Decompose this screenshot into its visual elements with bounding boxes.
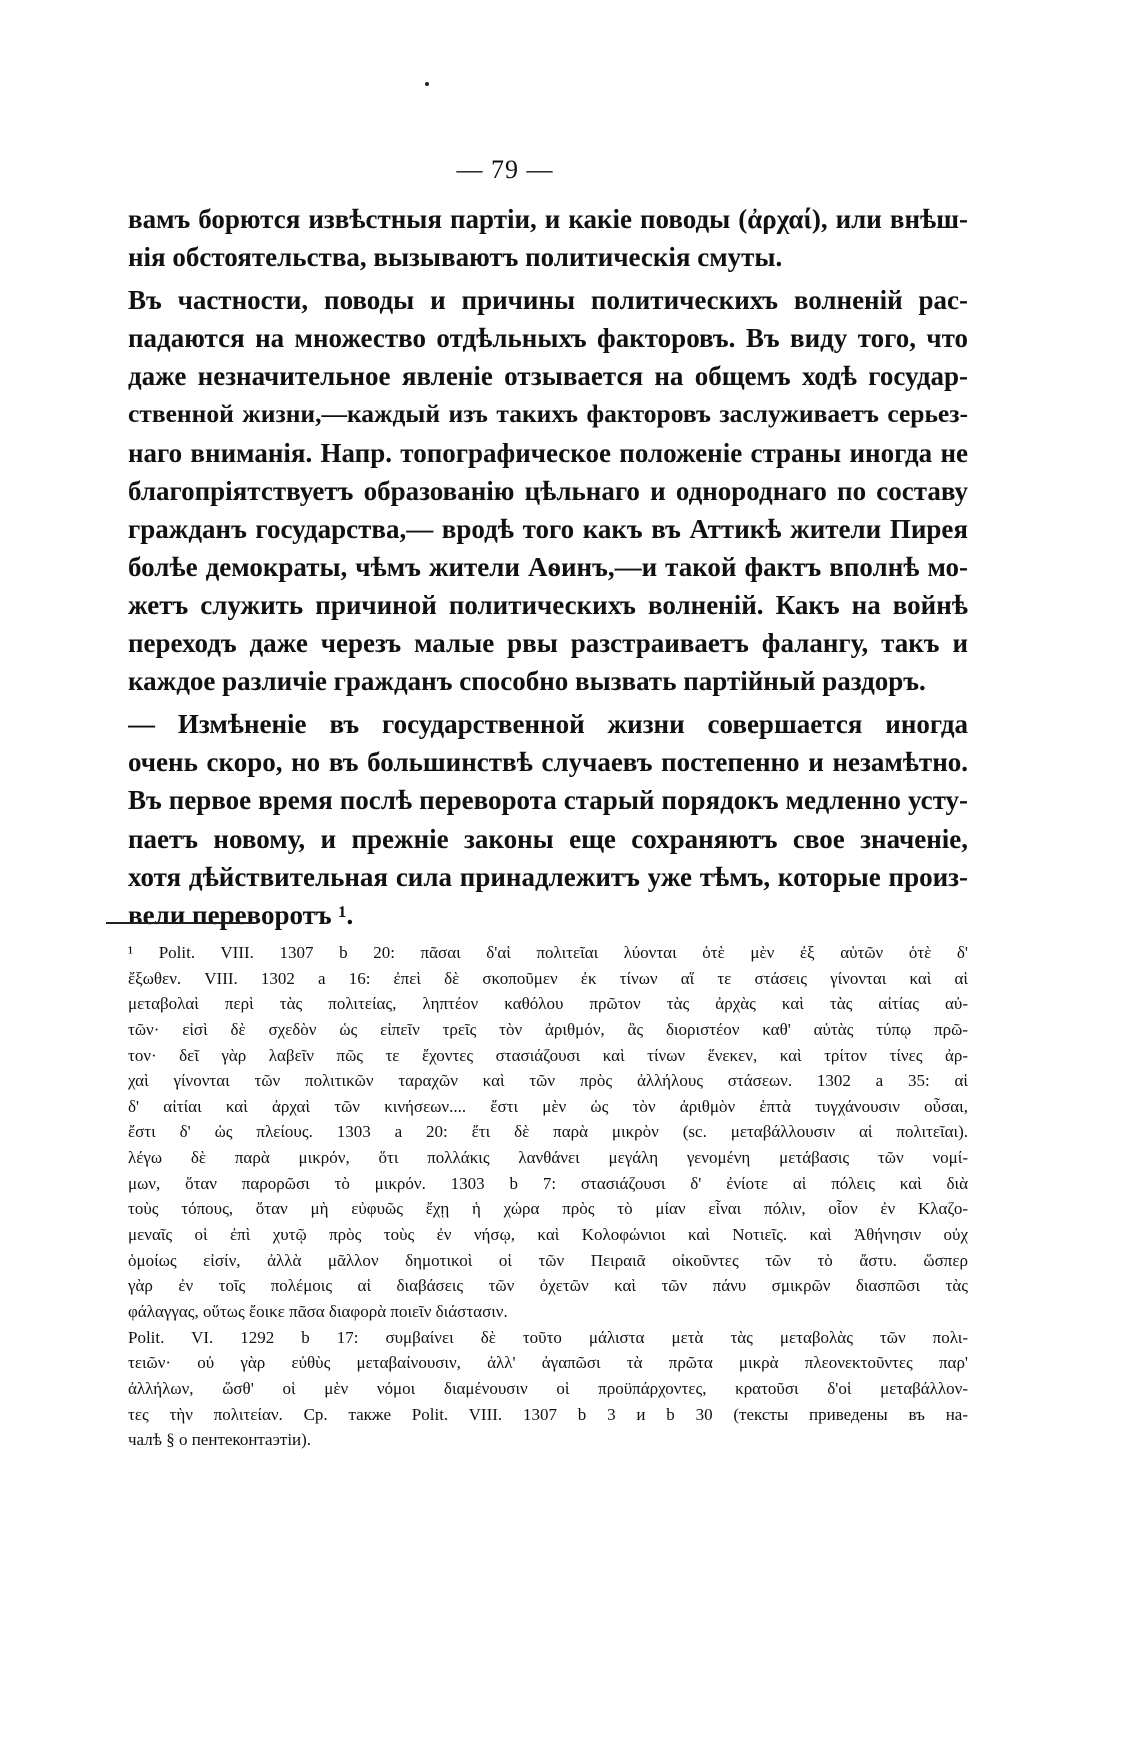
footnote-line: τον· δεῖ γὰρ λαβεῖν πῶς τε ἔχοντες στασιάζουσι καὶ τίνων ἕνεκεν, καὶ τρίτον τίνες ἀρ- — [128, 1045, 968, 1065]
footnote-line: χαὶ γίνονται τῶν πολιτικῶν ταραχῶν καὶ τῶν πρὸς ἀλλήλους στάσεων. 1302 a 35: αἱ — [128, 1071, 968, 1091]
footnote-line: ἔστι δ' ὡς πλείους. 1303 a 20: ἔτι δὲ παρὰ μικρὸν (sc. μεταβάλλουσιν αἱ πολιτεῖαι). — [128, 1122, 968, 1142]
footnote-line: ὁμοίως εἰσίν, ἀλλὰ μᾶλλον δημοτικοὶ οἱ τῶν Πειραιᾶ οἰκοῦντες τῶν τὸ ἄστυ. ὥσπερ — [128, 1250, 968, 1270]
text-line: каждое различіе гражданъ способно вызвать партійный раздоръ. — [128, 666, 926, 697]
footnote-line: μων, ὅταν παρορῶσι τὸ μικρόν. 1303 b 7: στασιάζουσι δ' ἐνίοτε αἱ πόλεις καὶ διὰ — [128, 1173, 968, 1193]
text-line: вамъ борются извѣстныя партіи, и какіе поводы (ἀρχαί), или внѣш- — [128, 204, 968, 234]
paragraph — [128, 705, 968, 934]
text-line: хотя дѣйствительная сила принадлежитъ уже тѣмъ, которые произ- — [128, 861, 968, 892]
text-line: падаются на множество отдѣльныхъ факторовъ. Въ виду того, что — [128, 323, 968, 354]
text-line: Въ частности, поводы и причины политическихъ волненій рас- — [128, 285, 968, 316]
footnote-line: φάλαγγας, οὕτως ἔοικε πᾶσα διαφορὰ ποιεῖν διάστασιν. — [128, 1301, 508, 1321]
text-line: благопріятствуетъ образованію цѣльнаго и однороднаго по составу — [128, 475, 968, 506]
footnote-line: τες τὴν πολιτείαν. Ср. также Polit. VIII. 1307 b 3 и b 30 (тексты приведены въ на- — [128, 1404, 968, 1424]
text-line: ственной жизни,—каждый изъ такихъ факторовъ заслуживаетъ серьез- — [128, 399, 968, 429]
footnote-line: λέγω δὲ παρὰ μικρόν, ὅτι πολλάκις λανθάνει μεγάλη γενομένη μετάβασις τῶν νομί- — [128, 1148, 968, 1168]
paragraph — [128, 281, 968, 700]
text-line: жетъ служить причиной политическихъ волненій. Какъ на войнѣ — [128, 589, 968, 620]
footnote-line: τειῶν· οὐ γὰρ εὐθὺς μεταβαίνουσιν, ἀλλ' ἀγαπῶσι τὰ πρῶτα μικρὰ πλεονεκτοῦντες παρ' — [128, 1353, 968, 1373]
footnotes — [128, 940, 968, 1453]
text-line: Въ первое время послѣ переворота старый порядокъ медленно усту- — [128, 785, 968, 816]
text-line: паетъ новому, и прежніе законы еще сохраняютъ свое значеніе, — [128, 823, 968, 854]
text-line: очень скоро, но въ большинствѣ случаевъ постепенно и незамѣтно. — [128, 747, 968, 778]
text-line: вели переворотъ ¹. — [128, 899, 354, 930]
text-line: нія обстоятельства, вызываютъ политическія смуты. — [128, 242, 783, 273]
footnote-line: Polit. VI. 1292 b 17: συμβαίνει δὲ τοῦτο μάλιστα μετὰ τὰς μεταβολὰς τῶν πολι- — [128, 1327, 968, 1347]
text-line: — Измѣненіе въ государственной жизни совершается иногда — [128, 709, 968, 740]
text-line: гражданъ государства,— вродѣ того какъ въ Аттикѣ жители Пирея — [128, 513, 968, 544]
page-number: — 79 — — [456, 155, 554, 184]
footnote-line: чалѣ § о пентеконтаэтіи). — [128, 1430, 312, 1450]
text-line: переходъ даже черезъ малые рвы разстраиваетъ фалангу, такъ и — [128, 628, 968, 659]
footnote-separator — [106, 922, 256, 924]
footnote-line: γὰρ ἐν τοῖς πολέμοις αἱ διαβάσεις τῶν ὀχετῶν καὶ τῶν πάνυ σμικρῶν διασπῶσι τὰς — [128, 1276, 968, 1296]
footnote-line: ἀλλήλων, ὥσθ' οἱ μὲν νόμοι διαμένουσιν οἱ προϋπάρχοντες, κρατοῦσι δ'οἱ μεταβάλλον- — [128, 1378, 968, 1398]
footnote-line: δ' αἰτίαι καὶ ἀρχαὶ τῶν κινήσεων.... ἔστι μὲν ὡς τὸν ἀριθμὸν ἑπτὰ τυγχάνουσιν οὖσαι, — [128, 1096, 968, 1116]
paragraph — [128, 200, 968, 276]
text-line: даже незначительное явленіе отзывается на общемъ ходѣ государ- — [128, 361, 968, 392]
footnote-line: τῶν· εἰσὶ δὲ σχεδὸν ὡς εἰπεῖν τρεῖς τὸν ἀριθμόν, ἃς διοριστέον καθ' αὑτὰς τύπῳ πρῶ- — [128, 1019, 968, 1039]
main-text — [128, 200, 968, 934]
print-speck — [425, 82, 429, 86]
footnote-line: μεταβολαὶ περὶ τὰς πολιτείας, ληπτέον καθόλου πρῶτον τὰς ἀρχὰς καὶ τὰς αἰτίας αὐ- — [128, 994, 968, 1014]
footnote-line: μεναῖς οἱ ἐπὶ χυτῷ πρὸς τοὺς ἐν νήσῳ, καὶ Κολοφώνιοι καὶ Νοτιεῖς. καὶ Ἀθήνησιν οὐχ — [128, 1225, 968, 1245]
footnote-line: τοὺς τόπους, ὅταν μὴ εὐφυῶς ἔχῃ ἡ χώρα πρὸς τὸ μίαν εἶναι πόλιν, οἷον ἐν Κλαζο- — [128, 1199, 968, 1219]
text-line: наго вниманія. Напр. топографическое положеніе страны иногда не — [128, 437, 968, 468]
footnote-line: ¹ Polit. VIII. 1307 b 20: πᾶσαι δ'αἱ πολιτεῖαι λύονται ὁτὲ μὲν ἐξ αὑτῶν ὁτὲ δ' — [128, 943, 968, 962]
text-line: болѣе демократы, чѣмъ жители Аѳинъ,—и такой фактъ вполнѣ мо- — [128, 551, 968, 582]
footnote-line: ἔξωθεν. VIII. 1302 a 16: ἐπεὶ δὲ σκοποῦμεν ἐκ τίνων αἵ τε στάσεις γίνονται καὶ αἱ — [128, 968, 968, 988]
